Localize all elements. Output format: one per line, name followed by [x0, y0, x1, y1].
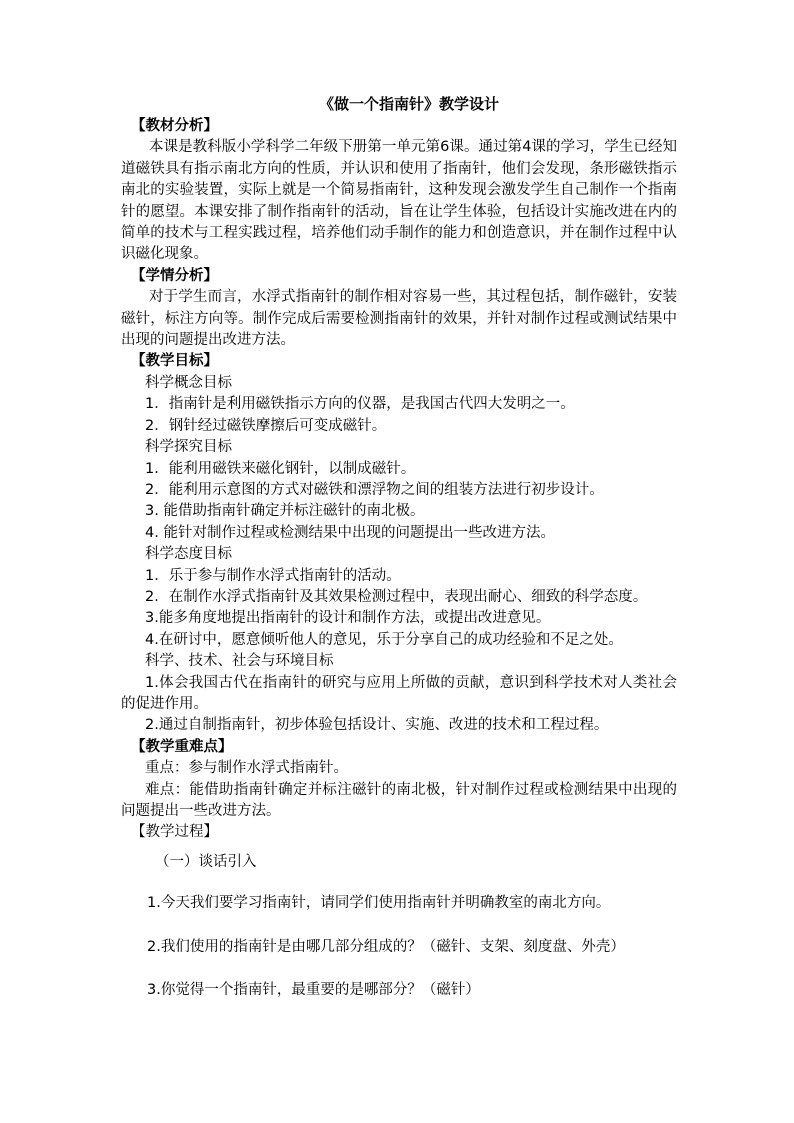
document-title: 《做一个指南针》教学设计 — [318, 95, 499, 113]
heading-teaching-process: 【教学过程】 — [131, 824, 218, 841]
heading-student-analysis: 【学情分析】 — [131, 267, 218, 284]
heading-teaching-goals: 【教学目标】 — [131, 353, 218, 370]
sts-goals-label: 科学、技术、社会与环境目标 — [145, 653, 334, 670]
sts-goal-item: 1.体会我国古代在指南针的研究与应用上所做的贡献，意识到科学技术对人类社会的促进作用。 — [121, 674, 677, 712]
attitude-goals-label: 科学态度目标 — [145, 546, 232, 563]
attitude-goal-item: 4.在研讨中，愿意倾听他人的意见，乐于分享自己的成功经验和不足之处。 — [145, 631, 623, 648]
difficult-point-text: 难点：能借助指南针确定并标注磁针的南北极，针对制作过程或检测结果中出现的问题提出一些改进方法。 — [121, 781, 677, 819]
heading-material-analysis: 【教材分析】 — [131, 118, 218, 134]
sts-goal-item: 2.通过自制指南针，初步体验包括设计、实施、改进的技术和工程过程。 — [145, 717, 609, 734]
inquiry-goal-item: 3. 能借助指南针确定并标注磁针的南北极。 — [145, 503, 425, 520]
inquiry-goal-item: 2．能利用示意图的方式对磁铁和漂浮物之间的组装方法进行初步设计。 — [145, 481, 604, 498]
attitude-goal-item: 3.能多角度地提出指南针的设计和制作方法，或提出改进意见。 — [145, 610, 551, 627]
concept-goal-item: 2．钢针经过磁铁摩擦后可变成磁针。 — [145, 417, 387, 434]
key-point-text: 重点：参与制作水浮式指南针。 — [145, 760, 348, 777]
heading-key-points: 【教学重难点】 — [131, 738, 233, 755]
attitude-goal-item: 1．乐于参与制作水浮式指南针的活动。 — [145, 567, 401, 584]
process-item: 3.你觉得一个指南针，最重要的是哪部分？（磁针） — [147, 982, 480, 999]
student-analysis-text: 对于学生而言，水浮式指南针的制作相对容易一些，其过程包括，制作磁针，安装磁针，标注方向等。制作完成后需要检测指南针的效果，并针对制作过程或测试结果中出现的问题提出改进方法。 — [121, 289, 677, 349]
document-page — [121, 92, 677, 1001]
inquiry-goals-label: 科学探究目标 — [145, 439, 232, 456]
process-intro-label: （一）谈话引入 — [155, 853, 257, 870]
process-item: 2.我们使用的指南针是由哪几部分组成的？（磁针、支架、刻度盘、外壳） — [147, 938, 625, 955]
inquiry-goal-item: 4. 能针对制作过程或检测结果中出现的问题提出一些改进方法。 — [145, 524, 555, 541]
attitude-goal-item: 2．在制作水浮式指南针及其效果检测过程中，表现出耐心、细致的科学态度。 — [145, 588, 648, 605]
process-item: 1.今天我们要学习指南针，请同学们使用指南针并明确教室的南北方向。 — [147, 895, 611, 912]
concept-goals-label: 科学概念目标 — [145, 374, 232, 391]
material-analysis-text: 本课是教科版小学科学二年级下册第一单元第6课。通过第4课的学习，学生已经知道磁铁具有指示南北方向的性质，并认识和使用了指南针，他们会发现，条形磁铁指示南北的实验装置，实际上就是一个简易指南针，这种发现会激发学生自己制作一个指南针的愿望。本课安排了制作指南针的活动，旨在让学生体验，包括设计实施改进在内的简单的技术与工程实践过程，培养他们动手制作的能力和创造意识，并在制作过程中认识磁化现象。 — [121, 139, 677, 263]
concept-goal-item: 1．指南针是利用磁铁指示方向的仪器，是我国古代四大发明之一。 — [145, 396, 575, 413]
inquiry-goal-item: 1．能利用磁铁来磁化钢针，以制成磁针。 — [145, 460, 416, 477]
